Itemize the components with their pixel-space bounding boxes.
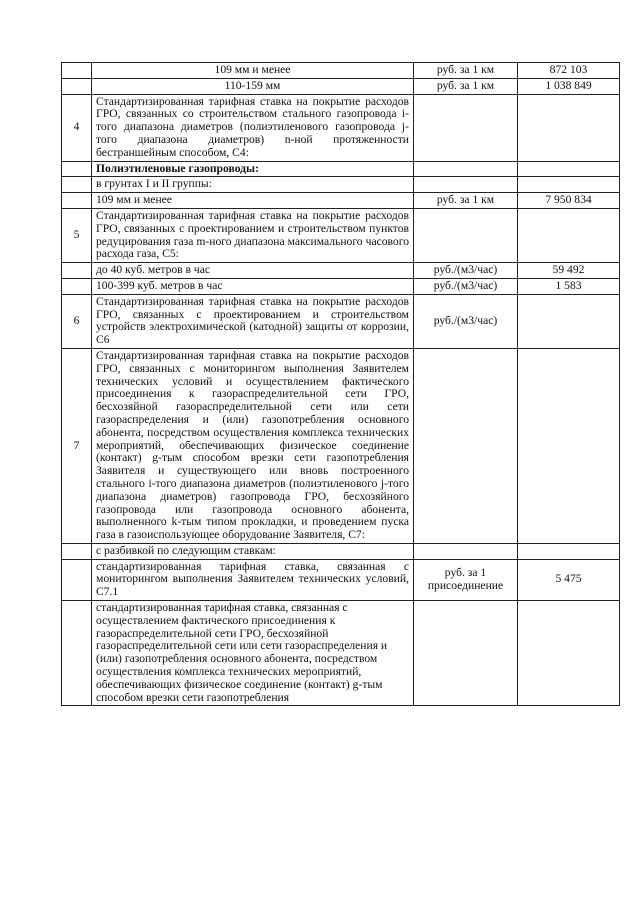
row-number <box>62 601 92 706</box>
row-number <box>62 177 92 193</box>
row-number <box>62 161 92 177</box>
row-name: до 40 куб. метров в час <box>92 263 414 279</box>
table-row <box>62 294 620 348</box>
row-number: 7 <box>62 348 92 543</box>
row-unit: руб./(м3/час) <box>414 278 518 294</box>
row-unit <box>414 601 518 706</box>
row-value <box>518 543 620 559</box>
row-name: Стандартизированная тарифная ставка на покрытие расходов ГРО, связанных с проектированием и строительством устройств электрохимической (катодной) защиты от коррозии, С6 <box>92 294 414 348</box>
row-unit: руб. за 1 км <box>414 78 518 94</box>
row-number: 6 <box>62 294 92 348</box>
row-value: 5 475 <box>518 559 620 600</box>
row-name: в грунтах I и II группы: <box>92 177 414 193</box>
row-number <box>62 78 92 94</box>
row-number: 5 <box>62 208 92 262</box>
row-name: с разбивкой по следующим ставкам: <box>92 543 414 559</box>
row-value <box>518 601 620 706</box>
row-value: 1 038 849 <box>518 78 620 94</box>
row-unit: руб. за 1 км <box>414 193 518 209</box>
row-value: 872 103 <box>518 63 620 79</box>
row-value: 7 950 834 <box>518 193 620 209</box>
row-value: 59 492 <box>518 263 620 279</box>
row-number <box>62 559 92 600</box>
row-unit <box>414 348 518 543</box>
row-name: 109 мм и менее <box>92 63 414 79</box>
table-row <box>62 208 620 262</box>
row-name: 109 мм и менее <box>92 193 414 209</box>
row-value <box>518 348 620 543</box>
table-row <box>62 78 620 94</box>
table-row <box>62 543 620 559</box>
row-value <box>518 161 620 177</box>
row-name: Стандартизированная тарифная ставка на покрытие расходов ГРО, связанных с мониторингом выполнения Заявителем технических условий и осуществлением фактического присоединения к газораспределительной сети ГРО, бесхозяйной газораспределительной сети или сети газораспределения и (или) газопотребления основного абонента, посредством осуществления комплекса технических мероприятий, обеспечивающих физическое соединение (контакт) g-тым способом врезки сети газопотребления Заявителя и существующего или вновь построенного стального i-того диапазона диаметров (полиэтиленового j-того диапазона диаметров) газопровода ГРО, бесхозяйного газопровода или газопровода основного абонента, выполненного k-тым типом прокладки, и проведением пуска газа в газоиспользующее оборудование Заявителя, С7: <box>92 348 414 543</box>
row-unit <box>414 161 518 177</box>
table-row <box>62 193 620 209</box>
table-row <box>62 278 620 294</box>
row-value: 1 583 <box>518 278 620 294</box>
row-unit: руб./(м3/час) <box>414 294 518 348</box>
row-name: 100-399 куб. метров в час <box>92 278 414 294</box>
table-row <box>62 161 620 177</box>
row-unit: руб. за 1 присоединение <box>414 559 518 600</box>
row-number <box>62 278 92 294</box>
row-name: Полиэтиленовые газопроводы: <box>92 161 414 177</box>
row-name: стандартизированная тарифная ставка, связанная с мониторингом выполнения Заявителем технических условий, С7.1 <box>92 559 414 600</box>
row-number <box>62 543 92 559</box>
row-value <box>518 294 620 348</box>
row-unit <box>414 543 518 559</box>
table-row <box>62 601 620 706</box>
row-value <box>518 94 620 161</box>
table-row <box>62 559 620 600</box>
table-row <box>62 63 620 79</box>
row-unit: руб. за 1 км <box>414 63 518 79</box>
row-name: Стандартизированная тарифная ставка на покрытие расходов ГРО, связанных с проектированием и строительством пунктов редуцирования газа m-ного диапазона максимального часового расхода газа, С5: <box>92 208 414 262</box>
table-row <box>62 94 620 161</box>
table-row <box>62 263 620 279</box>
row-number <box>62 193 92 209</box>
table-row <box>62 348 620 543</box>
row-unit <box>414 208 518 262</box>
row-value <box>518 208 620 262</box>
row-value <box>518 177 620 193</box>
row-name: стандартизированная тарифная ставка, связанная с осуществлением фактического присоединения к газораспределительной сети ГРО, бесхозяйной газораспределительной сети или сети газораспределения и (или) газопотребления основного абонента, посредством осуществления комплекса технических мероприятий, обеспечивающих физическое соединение (контакт) g-тым способом врезки сети газопотребления <box>92 601 414 706</box>
row-unit <box>414 94 518 161</box>
row-name: 110-159 мм <box>92 78 414 94</box>
row-unit: руб./(м3/час) <box>414 263 518 279</box>
table-row <box>62 177 620 193</box>
row-unit <box>414 177 518 193</box>
tariff-table <box>61 62 620 706</box>
row-number <box>62 63 92 79</box>
row-number: 4 <box>62 94 92 161</box>
row-name: Стандартизированная тарифная ставка на покрытие расходов ГРО, связанных со строительством стального газопровода i-того диапазона диаметров (полиэтиленового газопровода j-того диапазона диаметров) n-ной протяженности бестраншейным способом, С4: <box>92 94 414 161</box>
row-number <box>62 263 92 279</box>
